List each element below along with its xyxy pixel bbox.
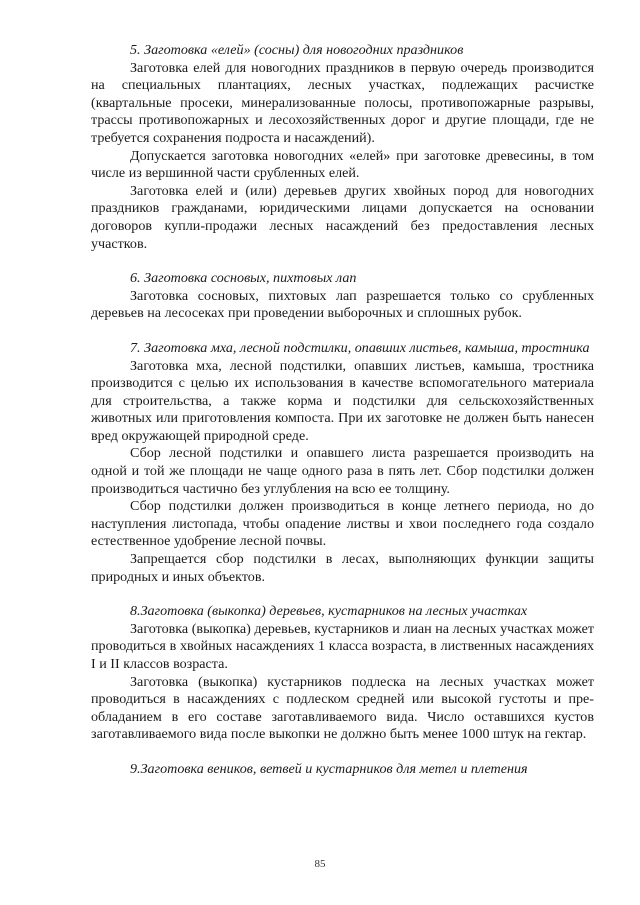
paragraph: Запрещается сбор подстилки в лесах, выполняющих функции защиты природных и иных объектов. <box>91 551 594 585</box>
section-spacer <box>91 744 594 761</box>
section-heading: 7. Заготовка мха, лесной подстилки, опавших листьев, камыша, тростника <box>130 339 590 356</box>
paragraph: Сбор подстилки должен производиться в конце летнего периода, но до наступления листопада, чтобы опадение листвы и хвои последнего года создало естественное удобрение лесной почвы. <box>91 498 594 550</box>
section-heading: 5. Заготовка «елей» (сосны) для новогодних праздников <box>130 42 464 58</box>
section-5 <box>91 42 594 253</box>
paragraph: Заготовка мха, лесной подстилки, опавших листьев, камыша, тростника производится с целью их использования в качестве вспомогательного материала для строительства, а также корма и подстилки для сельскохозяйственных животных или приготовления компоста. При их заготовке не должен быть нанесен вред окружающей природной среде. <box>91 357 594 444</box>
section-7 <box>91 340 594 586</box>
section-6 <box>91 270 594 323</box>
section-heading: 9.Заготовка веников, ветвей и кустарников для метел и плетения <box>130 760 528 777</box>
paragraph: Заготовка (выкопка) деревьев, кустарников и лиан на лесных участках может проводиться в хвойных насаждениях 1 класса возраста, в лиственных насаждениях I и II классов возраста. <box>91 620 594 672</box>
paragraph: Допускается заготовка новогодних «елей» при заготовке древесины, в том числе из вершинной части срубленных елей. <box>91 147 594 182</box>
section-8 <box>91 603 594 744</box>
paragraph: Заготовка сосновых, пихтовых лап разрешается только со срубленных деревьев на лесосеках при проведении выборочных и сплошных рубок. <box>91 287 594 322</box>
section-spacer <box>91 323 594 340</box>
section-heading: 8.Заготовка (выкопка) деревьев, кустарников на лесных участках <box>130 603 528 620</box>
paragraph: Сбор лесной подстилки и опавшего листа разрешается производить на одной и той же площади не чаще одного раза в пять лет. Сбор подстилки должен производиться частично без углубления на всю ее толщину. <box>91 445 594 497</box>
paragraph: Заготовка (выкопка) кустарников подлеска на лесных участках может проводиться в насаждениях с подлеском средней или высокой густоты и преобладанием в его составе заготавливаемого вида. Число оставшихся кустов заготавливаемого вида после выкопки не должно быть менее 1000 штук на гектар. <box>91 673 594 743</box>
section-heading: 6. Заготовка сосновых, пихтовых лап <box>130 270 357 287</box>
paragraph: Заготовка елей для новогодних праздников в первую очередь производится на специальных плантациях, лесных участках, подлежащих расчистке (квартальные просеки, минерализованные полосы, противопожарные разрывы, трассы противопожарных и лесохозяйственных дорог и другие площади, где не требуется сохранения подроста и насаждений). <box>91 59 594 146</box>
paragraph: Заготовка елей и (или) деревьев других хвойных пород для новогодних праздников гражданами, юридическими лицами допускается на основании договоров купли-продажи лесных насаждений без предоставления лесных участков. <box>91 182 594 252</box>
section-9 <box>91 761 594 779</box>
page-number: 85 <box>314 858 326 870</box>
section-spacer <box>91 253 594 270</box>
section-spacer <box>91 586 594 603</box>
